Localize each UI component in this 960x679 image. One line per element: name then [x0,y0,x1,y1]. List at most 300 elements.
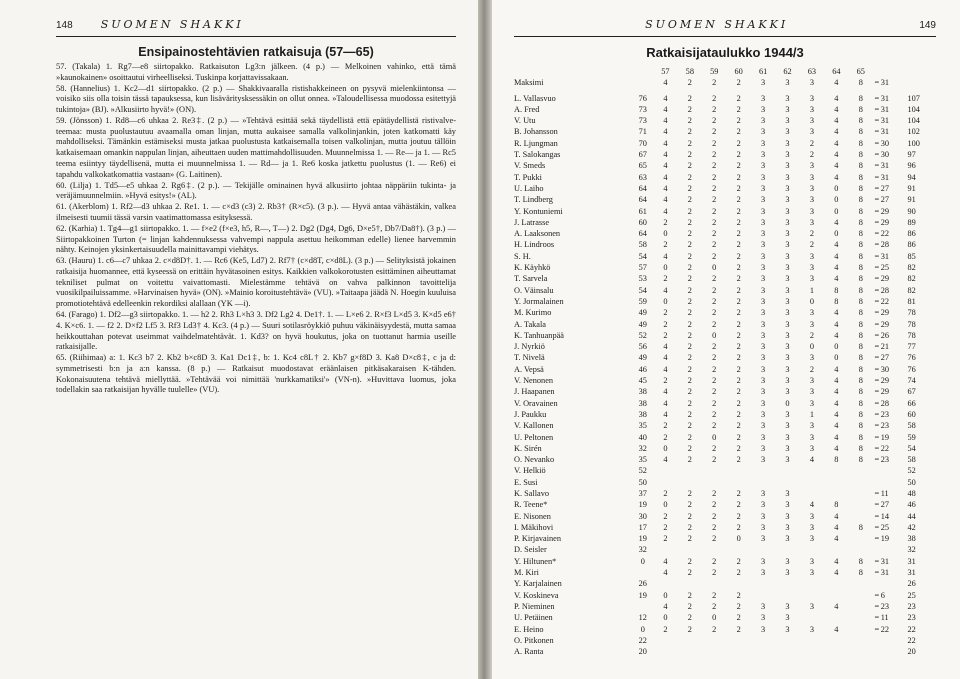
problem-score: 3 [809,624,814,634]
problem-score: 8 [858,409,863,419]
round-total: 29 [880,376,889,386]
header-blank [632,66,653,77]
problem-score [824,465,848,476]
problem-score [653,646,677,657]
problem-score: 3 [761,556,766,566]
problem-score: 2 [712,217,717,227]
equals-sign: = [874,590,880,600]
problem-score: 2 [687,285,692,295]
problem-score: 3 [785,376,790,386]
problem-score: 1 [809,285,814,295]
problem-score: 4 [834,387,839,397]
problem-score: 2 [687,161,692,171]
previous-points: 63 [638,172,647,182]
solver-name: I. Mäkihovi [514,522,554,532]
problem-score: 4 [663,127,668,137]
solver-row [514,420,936,431]
problem-score: 3 [761,409,766,419]
solver-name: M. Kiri [514,568,539,578]
problem-score [653,635,677,646]
solver-row [514,398,936,409]
problem-score: 0 [712,263,717,273]
equals-sign: = [874,217,880,227]
problem-score: 3 [809,432,814,442]
problem-score [751,635,775,646]
solver-row [514,590,936,601]
problem-score: 3 [785,568,790,578]
problem-score: 4 [834,330,839,340]
problem-score: 2 [736,601,741,611]
problem-score: 4 [663,364,668,374]
solver-name: R. Teene* [514,500,548,510]
problem-score [678,465,702,476]
problem-score [702,544,726,555]
left-running-head [56,18,456,37]
round-total: 29 [880,319,889,329]
problem-score: 2 [736,127,741,137]
previous-points [632,567,653,578]
problem-score: 3 [761,206,766,216]
problem-score: 2 [736,522,741,532]
equals-sign: = [874,150,880,160]
cumulative-total: 31 [907,568,916,578]
problem-score: 4 [834,78,839,88]
previous-points: 52 [638,330,647,340]
solver-row [514,296,936,307]
solver-row [514,533,936,544]
problem-score [800,477,824,488]
round-total: 19 [880,534,889,544]
problem-score: 3 [785,183,790,193]
problem-score: 8 [858,195,863,205]
problem-score: 4 [663,206,668,216]
equals-sign [873,635,881,646]
problem-score: 2 [712,285,717,295]
problem-score: 8 [858,296,863,306]
header-blank [514,66,632,77]
previous-points: 45 [638,376,647,386]
problem-score: 2 [712,251,717,261]
problem-score: 4 [834,217,839,227]
problem-score: 3 [761,104,766,114]
problem-score: 3 [761,613,766,623]
solver-name: P. Nieminen [514,601,555,611]
problem-score: 2 [687,522,692,532]
problem-score [726,477,750,488]
problem-score [849,488,873,499]
solver-name: T. Lindberg [514,195,553,205]
problem-score: 4 [834,240,839,250]
problem-score: 3 [785,206,790,216]
cumulative-total: 91 [907,195,916,205]
problem-score [800,635,824,646]
problem-score: 3 [785,251,790,261]
problem-score: 2 [687,330,692,340]
round-total [881,477,902,488]
left-running-title: SUOMEN SHAKKI [100,18,244,31]
problem-score: 2 [736,376,741,386]
solver-row [514,432,936,443]
round-total: 25 [880,522,889,532]
solver-row [514,567,936,578]
problem-score: 3 [809,172,814,182]
round-total [881,465,902,476]
solver-name: Y. Jormalainen [514,296,564,306]
right-running-title: SUOMEN SHAKKI [645,18,789,31]
problem-score [849,465,873,476]
previous-points: 19 [638,534,647,544]
problem-score: 3 [785,240,790,250]
previous-points: 49 [638,353,647,363]
problem-score: 0 [712,432,717,442]
solver-name: A. Vepsä [514,364,544,374]
column-header: 65 [856,67,865,76]
problem-score: 8 [858,127,863,137]
problem-score: 8 [858,251,863,261]
solutions-text [56,62,456,396]
round-total: 30 [880,138,889,148]
problem-score: 2 [712,568,717,578]
problem-score: 3 [785,443,790,453]
cumulative-total: 38 [907,534,916,544]
problem-score: 4 [663,455,668,465]
problem-score: 2 [736,251,741,261]
equals-sign: = [874,568,880,578]
problem-score: 2 [663,511,668,521]
problem-score: 8 [858,376,863,386]
solver-name: V. Smeds [514,161,546,171]
previous-points: 37 [638,488,647,498]
problem-score: 3 [761,172,766,182]
problem-score: 2 [687,421,692,431]
problem-score [824,646,848,657]
cumulative-total: 50 [907,477,916,487]
solver-row [514,624,936,635]
problem-score: 2 [712,127,717,137]
equals-sign [873,646,881,657]
problem-score: 3 [785,285,790,295]
problem-score [726,465,750,476]
problem-score: 2 [687,624,692,634]
problem-score [653,465,677,476]
problem-score [800,465,824,476]
problem-score [702,578,726,589]
problem-score: 2 [663,319,668,329]
equals-sign [873,477,881,488]
problem-score: 2 [663,376,668,386]
cumulative-total: 97 [907,150,916,160]
problem-score: 4 [834,522,839,532]
problem-score: 3 [761,217,766,227]
problem-score: 2 [736,364,741,374]
problem-score: 4 [663,138,668,148]
problem-score: 3 [761,534,766,544]
solver-name: V. Helkiö [514,466,546,476]
solver-name: A. Laaksonen [514,229,561,239]
problem-score [775,544,799,555]
problem-score: 2 [736,409,741,419]
equals-sign: = [874,104,880,114]
previous-points: 56 [638,342,647,352]
problem-score: 3 [761,601,766,611]
problem-score: 3 [809,556,814,566]
cumulative-total: 77 [907,342,916,352]
equals-sign: = [874,409,880,419]
problem-score: 8 [858,150,863,160]
problem-score [678,578,702,589]
solver-row [514,183,936,194]
equals-sign: = [874,522,880,532]
solver-name: K. Sallavo [514,488,550,498]
problem-score: 2 [736,556,741,566]
problem-score: 0 [834,206,839,216]
equals-sign: = [874,376,880,386]
solver-row [514,364,936,375]
problem-score: 3 [761,342,766,352]
problem-score: 4 [834,432,839,442]
problem-score: 2 [736,590,741,600]
round-total: 31 [880,172,889,182]
previous-points: 0 [640,556,645,566]
equals-sign: = [874,500,880,510]
equals-sign: = [874,421,880,431]
problem-score: 3 [785,319,790,329]
problem-score: 2 [687,387,692,397]
previous-points: 19 [638,590,647,600]
problem-score: 3 [809,398,814,408]
problem-score: 4 [663,342,668,352]
equals-sign: = [874,263,880,273]
problem-score: 2 [712,364,717,374]
equals-sign [873,465,881,476]
problem-score: 3 [761,308,766,318]
problem-score: 2 [712,522,717,532]
problem-score: 8 [858,308,863,318]
problem-score: 3 [809,601,814,611]
problem-score: 3 [761,387,766,397]
previous-points: 53 [638,274,647,284]
problem-score: 2 [687,93,692,103]
problem-score: 3 [761,364,766,374]
solver-name: J. Paukku [514,409,547,419]
problem-score: 2 [687,183,692,193]
previous-points: 71 [638,127,647,137]
cumulative-total: 22 [907,635,916,645]
problem-score: 8 [858,387,863,397]
column-header: 58 [685,67,694,76]
problem-score: 4 [834,104,839,114]
problem-score: 3 [809,251,814,261]
cumulative-total: 25 [907,590,916,600]
problem-score: 3 [809,161,814,171]
problem-score: 8 [834,285,839,295]
cumulative-total: 91 [907,183,916,193]
equals-sign: = [874,296,880,306]
round-total: 22 [880,296,889,306]
problem-score: 3 [761,161,766,171]
solution-paragraph: 61. (Akerblom) 1. Rf2—d3 uhkaa 2. Re1. 1. — c×d3 (c3) 2. Rb3† (R×c5). (3 p.). — Hyvä antaa vähästäkin, valkea ilmeisesti tuumii tässä varsin vaatimattomassa esityksessä. [56,202,456,222]
problem-score: 3 [761,353,766,363]
problem-score [726,544,750,555]
solution-paragraph: 64. (Farago) 1. Df2—g3 siirtopakko. 1. — h2 2. Rh3 L×h3 3. Df2 Lg2 4. De1†. 1. — L×e6 2. R×f3 L×d5 3. K×d5 e6† 4. K×c6. 1. — f2 2. D×f2 Lf5 3. Rf3 Ld3† 4. Kc3. (4 p.) — Suuri sotilasröykkiö puhuu väkinäisyydestä, mutta samaa heikkouttahan potevat useimmat vaihdelmatehtävät. 1. Kd3? on hyvä houkutus, joka on tuottanut harmia useille ratkaisijalle. [56,309,456,352]
problem-score: 3 [761,251,766,261]
problem-score [678,477,702,488]
previous-points: 57 [638,263,647,273]
problem-score: 4 [834,398,839,408]
problem-score: 4 [663,556,668,566]
round-total: 30 [880,364,889,374]
problem-score [702,465,726,476]
problem-score: 2 [712,308,717,318]
problem-score [751,590,775,601]
problem-score: 2 [809,150,814,160]
problem-score: 3 [809,534,814,544]
solver-name: P. Kirjavainen [514,534,562,544]
problem-score: 3 [761,274,766,284]
cumulative-total: 22 [907,624,916,634]
solver-row [514,104,936,115]
problem-score [824,612,848,623]
problem-score: 3 [809,263,814,273]
problem-score [849,533,873,544]
equals-sign: = [874,138,880,148]
problem-score: 0 [785,398,790,408]
problem-score: 3 [761,138,766,148]
cumulative-total: 44 [907,511,916,521]
problem-score: 2 [736,240,741,250]
solver-row [514,217,936,228]
problem-score: 8 [858,116,863,126]
problem-score: 2 [712,319,717,329]
problem-score: 3 [785,274,790,284]
problem-score [800,578,824,589]
problem-score: 3 [809,522,814,532]
problem-score: 4 [663,601,668,611]
solver-name: V. Kallonen [514,421,554,431]
problem-score: 2 [712,409,717,419]
round-total: 30 [880,150,889,160]
maximum-row [514,77,936,88]
solver-row [514,454,936,465]
equals-sign: = [874,251,880,261]
problem-score: 8 [858,206,863,216]
problem-score: 3 [785,195,790,205]
equals-sign: = [874,455,880,465]
problem-score: 3 [761,500,766,510]
problem-score: 3 [809,319,814,329]
problem-score [726,646,750,657]
solver-row [514,160,936,171]
solver-name: V. Koskineva [514,590,559,600]
problem-score: 2 [687,78,692,88]
previous-points: 35 [638,455,647,465]
equals-sign: = [874,78,880,88]
previous-points [632,77,653,88]
problem-score: 2 [687,127,692,137]
round-total: 23 [880,409,889,419]
problem-score: 2 [736,104,741,114]
problem-score [800,488,824,499]
solver-name: Y. Karjalainen [514,579,562,589]
solver-name: U. Laiho [514,183,544,193]
solution-paragraph: 62. (Karhia) 1. Tg4—g1 siirtopakko. 1. — f×e2 (f×e3, h5, R—, T—) 2. Dg2 (Dg4, Dg6, D×e5†, Db7/Da8†). (3 p.) — Siirtopakkoinen Turton (= linjan kahdennuksessa vahvempi nappula asettuu heikomman edelle) lienee harvemmin nähty. Keinojen yksinkertaisuudella mainittavampi viehätys. [56,223,456,255]
problem-score: 2 [712,601,717,611]
problem-score: 2 [736,308,741,318]
previous-points: 49 [638,319,647,329]
table-body [514,77,936,657]
solver-name: R. Ljungman [514,138,558,148]
problem-score: 3 [785,613,790,623]
round-total: 31 [880,104,889,114]
problem-score: 2 [736,488,741,498]
problem-score: 4 [834,138,839,148]
cumulative-total: 78 [907,319,916,329]
previous-points: 65 [638,161,647,171]
previous-points: 22 [638,635,647,645]
problem-score [751,544,775,555]
equals-sign: = [874,116,880,126]
problem-score: 3 [761,398,766,408]
problem-score: 8 [858,274,863,284]
problem-score: 2 [687,206,692,216]
equals-sign: = [874,274,880,284]
problem-score: 8 [858,161,863,171]
cumulative-total: 100 [907,138,920,148]
problem-score: 2 [663,308,668,318]
problem-score: 3 [785,421,790,431]
problem-score [775,477,799,488]
problem-score: 2 [687,488,692,498]
equals-sign: = [874,172,880,182]
table-title: Ratkaisijataulukko 1944/3 [646,45,804,60]
equals-sign: = [874,342,880,352]
solver-name: J. Haapanen [514,387,555,397]
solver-name: J. Latrasse [514,217,550,227]
problem-score: 8 [858,78,863,88]
header-blank [901,66,936,77]
problem-score: 3 [785,138,790,148]
cumulative-total: 60 [907,409,916,419]
problem-score: 3 [761,229,766,239]
problem-score: 8 [834,455,839,465]
problem-score: 3 [809,443,814,453]
round-total: 14 [880,511,889,521]
equals-sign: = [874,183,880,193]
problem-score [849,635,873,646]
round-total: 25 [880,263,889,273]
cumulative-total: 66 [907,398,916,408]
previous-points: 30 [638,511,647,521]
solver-name: S. H. [514,251,531,261]
problem-score: 4 [834,409,839,419]
problem-score [849,601,873,612]
equals-sign [873,578,881,589]
cumulative-total: 82 [907,263,916,273]
equals-sign: = [874,229,880,239]
problem-score: 3 [785,78,790,88]
round-total: 21 [880,342,889,352]
previous-points: 60 [638,217,647,227]
problem-score: 0 [834,353,839,363]
problem-score [800,612,824,623]
previous-points: 64 [638,229,647,239]
solver-name: T. Pukki [514,172,542,182]
problem-score: 3 [785,556,790,566]
equals-sign: = [874,195,880,205]
solver-name: T. Nivelä [514,353,545,363]
previous-points: 61 [638,206,647,216]
problem-score: 3 [785,534,790,544]
